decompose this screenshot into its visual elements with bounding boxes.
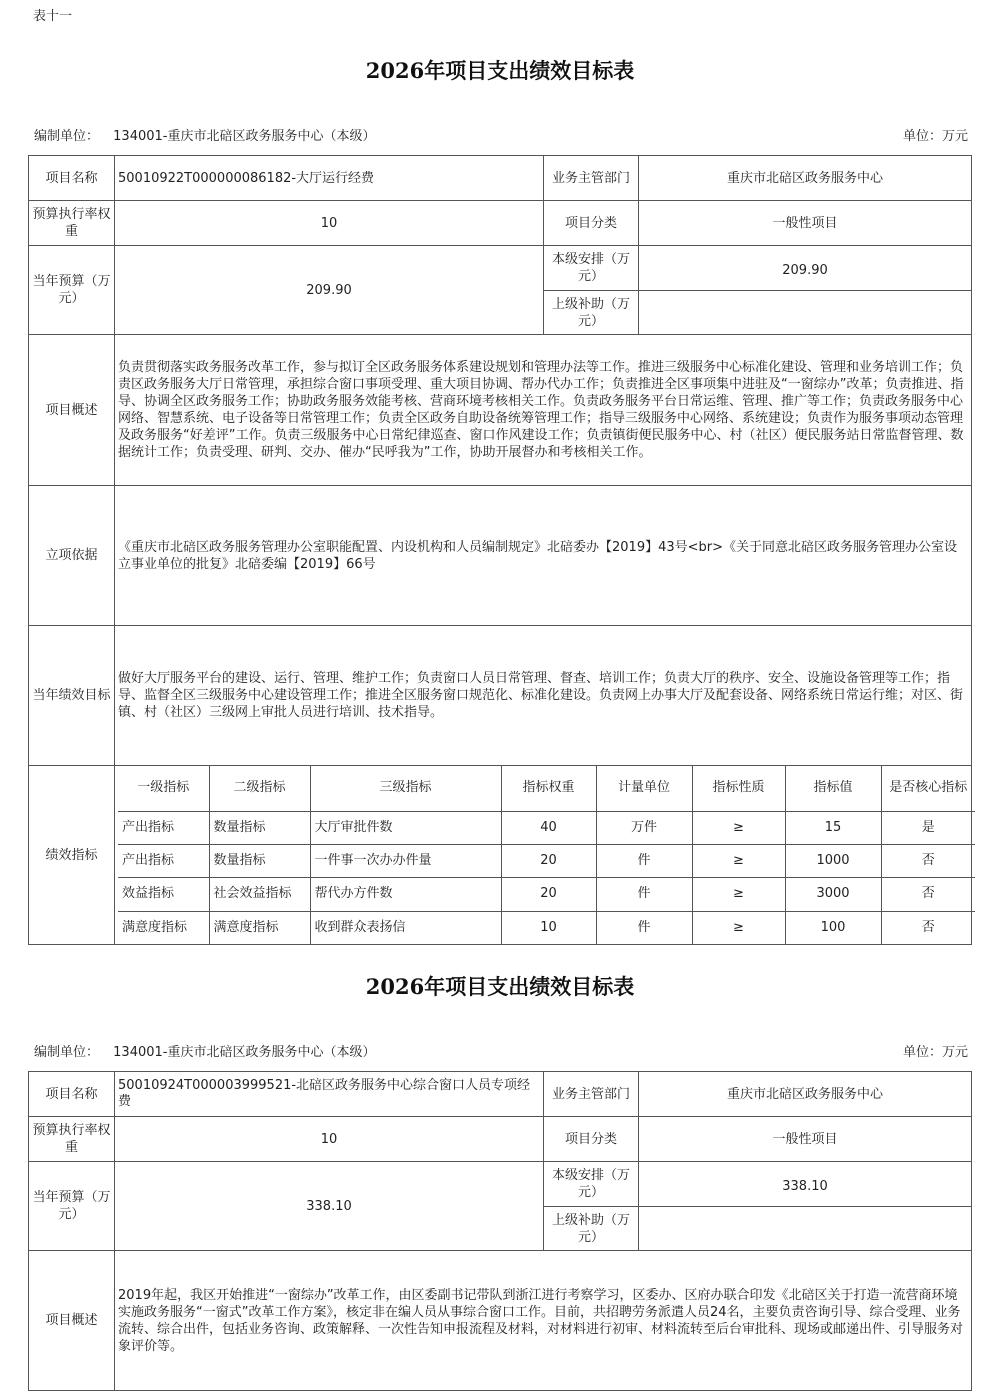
perf-value: 15	[785, 811, 881, 844]
org-label: 编制单位：	[34, 1045, 100, 1060]
perf-core: 是	[881, 811, 975, 844]
perf-level1: 满意度指标	[118, 911, 209, 944]
row-budget	[29, 246, 972, 291]
subsidy-value	[639, 291, 972, 335]
perf-level3: 一件事一次办办件量	[310, 844, 501, 877]
exec-weight-value: 10	[115, 1117, 544, 1162]
performance-table	[118, 766, 975, 944]
perf-level2: 数量指标	[209, 844, 310, 877]
perf-nature: ≥	[692, 911, 785, 944]
dept-label: 业务主管部门	[544, 156, 639, 201]
perf-value: 3000	[785, 877, 881, 911]
org-value: 134001-重庆市北碚区政务服务中心（本级）	[113, 129, 376, 144]
perf-core: 否	[881, 911, 975, 944]
local-label: 本级安排（万元）	[544, 246, 639, 291]
table-2-title: 2026年项目支出绩效目标表	[365, 974, 635, 999]
perf-row	[118, 844, 975, 877]
subsidy-label: 上级补助（万元）	[544, 1207, 639, 1251]
goal-value: 做好大厅服务平台的建设、运行、管理、维护工作；负责窗口人员日常管理、督查、培训工作；负责大厅的秩序、安全、设施设备管理等工作；指导、监督全区三级服务中心建设管理工作；推进全区服务窗口规范化、标准化建设。负责网上办事大厅及配套设备、网络系统日常运行维；对区、街镇、村（社区）三级网上审批人员进行培训、技术指导。	[115, 626, 972, 766]
exec-weight-label: 预算执行率权重	[29, 201, 115, 246]
org-label: 编制单位：	[34, 129, 100, 144]
perf-core: 否	[881, 844, 975, 877]
table-1	[28, 155, 972, 945]
local-value: 209.90	[639, 246, 972, 291]
perf-unit: 件	[596, 877, 692, 911]
subsidy-label: 上级补助（万元）	[544, 291, 639, 335]
overview-label: 项目概述	[29, 335, 115, 486]
perf-row	[118, 911, 975, 944]
row-exec-weight	[29, 201, 972, 246]
perf-cell	[115, 766, 972, 945]
table-1-title: 2026年项目支出绩效目标表	[365, 58, 635, 83]
perf-level3: 大厅审批件数	[310, 811, 501, 844]
row-performance	[29, 766, 972, 945]
perf-unit: 件	[596, 844, 692, 877]
perf-unit: 件	[596, 911, 692, 944]
perf-weight: 10	[501, 911, 596, 944]
basis-label: 立项依据	[29, 486, 115, 626]
perf-level1: 产出指标	[118, 811, 209, 844]
table-1-org	[34, 125, 375, 144]
row-project-name	[29, 156, 972, 201]
perf-header-row	[118, 766, 975, 811]
perf-value: 1000	[785, 844, 881, 877]
table-2-currency-unit: 单位：万元	[902, 1045, 968, 1060]
perf-weight: 40	[501, 811, 596, 844]
overview-value: 2019年起，我区开始推进“一窗综办”改革工作，由区委副书记带队到浙江进行考察学习，区委办、区府办联合印发《北碚区关于打造一流营商环境实施政务服务“一窗式”改革工作方案》，核定非在编人员从事综合窗口工作。目前，共招聘劳务派遣人员24名，主要负责咨询引导、综合受理、业务流转、综合出件，包括业务咨询、政策解释、一次性告知申报流程及材料，对材料进行初审、材料流转至后台审批科、现场或邮递出件、引导服务对象评价等。	[115, 1251, 972, 1391]
org-value: 134001-重庆市北碚区政务服务中心（本级）	[113, 1045, 376, 1060]
perf-header: 指标权重	[501, 766, 596, 811]
perf-header: 一级指标	[118, 766, 209, 811]
row-overview	[29, 335, 972, 486]
perf-header: 指标值	[785, 766, 881, 811]
overview-label: 项目概述	[29, 1251, 115, 1391]
perf-label: 绩效指标	[29, 766, 115, 945]
perf-row	[118, 811, 975, 844]
exec-weight-value: 10	[115, 201, 544, 246]
perf-row	[118, 877, 975, 911]
budget-label: 当年预算（万元）	[29, 246, 115, 335]
row-basis	[29, 486, 972, 626]
perf-level2: 满意度指标	[209, 911, 310, 944]
row-budget	[29, 1162, 972, 1207]
row-overview	[29, 1251, 972, 1391]
exec-weight-label: 预算执行率权重	[29, 1117, 115, 1162]
perf-core: 否	[881, 877, 975, 911]
category-value: 一般性项目	[639, 201, 972, 246]
budget-value: 209.90	[115, 246, 544, 335]
perf-nature: ≥	[692, 811, 785, 844]
perf-unit: 万件	[596, 811, 692, 844]
category-label: 项目分类	[544, 201, 639, 246]
perf-header: 三级指标	[310, 766, 501, 811]
table-1-currency-unit: 单位：万元	[902, 129, 968, 144]
overview-value: 负责贯彻落实政务服务改革工作，参与拟订全区政务服务体系建设规划和管理办法等工作。推进三级服务中心标准化建设、管理和业务培训工作；负责区政务服务大厅日常管理，承担综合窗口事项受理、重大项目协调、帮办代办工作；负责推进全区事项集中进驻及“一窗综办”改革；负责推进、指导、协调全区政务服务工作；协助政务服务效能考核、营商环境考核相关工作。负责政务服务平台日常运维、管理、推广等工作；负责政务服务中心网络、智慧系统、电子设备等日常管理工作；负责全区政务自助设备统筹管理工作；指导三级服务中心网络、系统建设；负责作为服务事项动态管理及政务服务“好差评”工作。负责三级服务中心日常纪律巡查、窗口作风建设工作；负责镇街便民服务中心、村（社区）便民服务站日常监督管理、数据统计工作；负责受理、研判、交办、催办“民呼我为”工作，协助开展督办和考核相关工作。	[115, 335, 972, 486]
row-project-name	[29, 1072, 972, 1117]
project-name-value: 50010922T000000086182-大厅运行经费	[115, 156, 544, 201]
perf-header: 计量单位	[596, 766, 692, 811]
local-value: 338.10	[639, 1162, 972, 1207]
project-name-label: 项目名称	[29, 1072, 115, 1117]
perf-level1: 产出指标	[118, 844, 209, 877]
goal-label: 当年绩效目标	[29, 626, 115, 766]
perf-value: 100	[785, 911, 881, 944]
category-label: 项目分类	[544, 1117, 639, 1162]
project-name-value: 50010924T000003999521-北碚区政务服务中心综合窗口人员专项经费	[115, 1072, 544, 1117]
table-2	[28, 1071, 972, 1391]
perf-level3: 帮代办方件数	[310, 877, 501, 911]
category-value: 一般性项目	[639, 1117, 972, 1162]
dept-value: 重庆市北碚区政务服务中心	[639, 156, 972, 201]
dept-value: 重庆市北碚区政务服务中心	[639, 1072, 972, 1117]
row-exec-weight	[29, 1117, 972, 1162]
perf-weight: 20	[501, 844, 596, 877]
basis-value: 《重庆市北碚区政务服务管理办公室职能配置、内设机构和人员编制规定》北碚委办【2019】43号<br>《关于同意北碚区政务服务管理办公室设立事业单位的批复》北碚委编【2019】66号	[115, 486, 972, 626]
perf-weight: 20	[501, 877, 596, 911]
perf-nature: ≥	[692, 844, 785, 877]
perf-header: 指标性质	[692, 766, 785, 811]
perf-header: 是否核心指标	[881, 766, 975, 811]
subsidy-value	[639, 1207, 972, 1251]
page-tag: 表十一	[33, 9, 73, 24]
table-2-org	[34, 1041, 375, 1060]
row-goal	[29, 626, 972, 766]
perf-level2: 社会效益指标	[209, 877, 310, 911]
local-label: 本级安排（万元）	[544, 1162, 639, 1207]
perf-level2: 数量指标	[209, 811, 310, 844]
perf-header: 二级指标	[209, 766, 310, 811]
perf-level1: 效益指标	[118, 877, 209, 911]
budget-value: 338.10	[115, 1162, 544, 1251]
perf-level3: 收到群众表扬信	[310, 911, 501, 944]
budget-label: 当年预算（万元）	[29, 1162, 115, 1251]
dept-label: 业务主管部门	[544, 1072, 639, 1117]
project-name-label: 项目名称	[29, 156, 115, 201]
perf-nature: ≥	[692, 877, 785, 911]
